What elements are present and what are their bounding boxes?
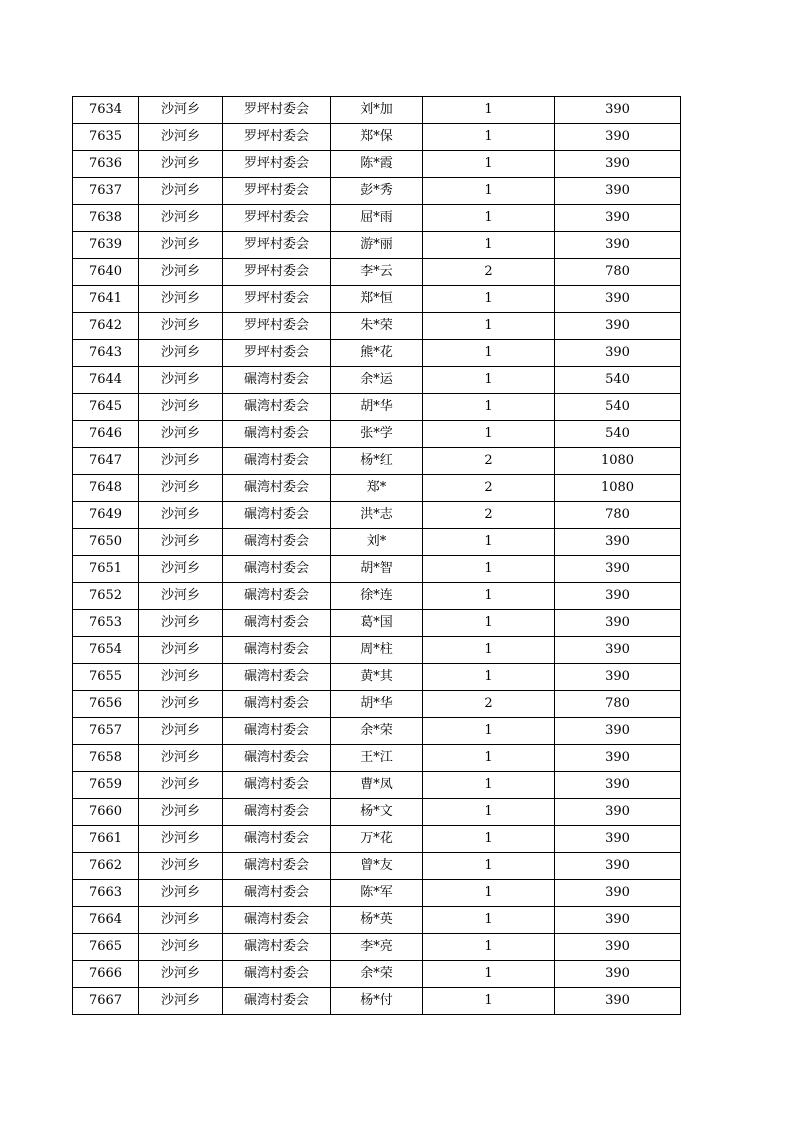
township-cell: 沙河乡 <box>139 97 223 124</box>
count-cell: 1 <box>423 232 555 259</box>
count-cell: 2 <box>423 259 555 286</box>
village-committee-cell: 碾湾村委会 <box>223 556 331 583</box>
table-row <box>73 529 681 556</box>
name-cell: 葛*国 <box>331 610 423 637</box>
amount-cell: 540 <box>555 421 681 448</box>
amount-cell: 390 <box>555 718 681 745</box>
row-number-cell: 7654 <box>73 637 139 664</box>
name-cell: 刘* <box>331 529 423 556</box>
village-committee-cell: 碾湾村委会 <box>223 529 331 556</box>
count-cell: 1 <box>423 583 555 610</box>
name-cell: 李*云 <box>331 259 423 286</box>
name-cell: 余*荣 <box>331 961 423 988</box>
township-cell: 沙河乡 <box>139 718 223 745</box>
amount-cell: 390 <box>555 880 681 907</box>
village-committee-cell: 罗坪村委会 <box>223 286 331 313</box>
amount-cell: 390 <box>555 583 681 610</box>
table-row <box>73 394 681 421</box>
name-cell: 徐*连 <box>331 583 423 610</box>
row-number-cell: 7659 <box>73 772 139 799</box>
count-cell: 1 <box>423 934 555 961</box>
count-cell: 1 <box>423 988 555 1015</box>
name-cell: 杨*付 <box>331 988 423 1015</box>
amount-cell: 390 <box>555 772 681 799</box>
name-cell: 郑*恒 <box>331 286 423 313</box>
row-number-cell: 7660 <box>73 799 139 826</box>
village-committee-cell: 碾湾村委会 <box>223 772 331 799</box>
village-committee-cell: 碾湾村委会 <box>223 583 331 610</box>
row-number-cell: 7650 <box>73 529 139 556</box>
amount-cell: 390 <box>555 232 681 259</box>
name-cell: 刘*加 <box>331 97 423 124</box>
township-cell: 沙河乡 <box>139 583 223 610</box>
amount-cell: 540 <box>555 367 681 394</box>
table-row <box>73 97 681 124</box>
name-cell: 游*丽 <box>331 232 423 259</box>
township-cell: 沙河乡 <box>139 772 223 799</box>
table-row <box>73 961 681 988</box>
amount-cell: 1080 <box>555 448 681 475</box>
amount-cell: 390 <box>555 178 681 205</box>
subsidy-table <box>72 96 681 1015</box>
name-cell: 熊*花 <box>331 340 423 367</box>
row-number-cell: 7647 <box>73 448 139 475</box>
count-cell: 1 <box>423 610 555 637</box>
count-cell: 1 <box>423 394 555 421</box>
name-cell: 余*荣 <box>331 718 423 745</box>
count-cell: 1 <box>423 907 555 934</box>
row-number-cell: 7658 <box>73 745 139 772</box>
row-number-cell: 7665 <box>73 934 139 961</box>
township-cell: 沙河乡 <box>139 853 223 880</box>
table-row <box>73 286 681 313</box>
table-row <box>73 664 681 691</box>
count-cell: 1 <box>423 205 555 232</box>
township-cell: 沙河乡 <box>139 826 223 853</box>
name-cell: 朱*荣 <box>331 313 423 340</box>
amount-cell: 390 <box>555 529 681 556</box>
name-cell: 陈*军 <box>331 880 423 907</box>
village-committee-cell: 碾湾村委会 <box>223 907 331 934</box>
table-row <box>73 718 681 745</box>
table-row <box>73 448 681 475</box>
row-number-cell: 7648 <box>73 475 139 502</box>
table-row <box>73 934 681 961</box>
row-number-cell: 7635 <box>73 124 139 151</box>
village-committee-cell: 碾湾村委会 <box>223 988 331 1015</box>
row-number-cell: 7661 <box>73 826 139 853</box>
township-cell: 沙河乡 <box>139 367 223 394</box>
village-committee-cell: 罗坪村委会 <box>223 151 331 178</box>
row-number-cell: 7653 <box>73 610 139 637</box>
township-cell: 沙河乡 <box>139 151 223 178</box>
table-row <box>73 151 681 178</box>
row-number-cell: 7645 <box>73 394 139 421</box>
table-row <box>73 583 681 610</box>
township-cell: 沙河乡 <box>139 664 223 691</box>
village-committee-cell: 碾湾村委会 <box>223 934 331 961</box>
count-cell: 2 <box>423 448 555 475</box>
village-committee-cell: 碾湾村委会 <box>223 502 331 529</box>
village-committee-cell: 碾湾村委会 <box>223 475 331 502</box>
table-row <box>73 772 681 799</box>
table-row <box>73 880 681 907</box>
table-row <box>73 745 681 772</box>
count-cell: 1 <box>423 340 555 367</box>
name-cell: 彭*秀 <box>331 178 423 205</box>
count-cell: 1 <box>423 421 555 448</box>
amount-cell: 540 <box>555 394 681 421</box>
township-cell: 沙河乡 <box>139 448 223 475</box>
row-number-cell: 7663 <box>73 880 139 907</box>
amount-cell: 390 <box>555 664 681 691</box>
name-cell: 万*花 <box>331 826 423 853</box>
township-cell: 沙河乡 <box>139 961 223 988</box>
township-cell: 沙河乡 <box>139 637 223 664</box>
table-row <box>73 853 681 880</box>
count-cell: 1 <box>423 97 555 124</box>
village-committee-cell: 碾湾村委会 <box>223 421 331 448</box>
count-cell: 1 <box>423 178 555 205</box>
table-row <box>73 637 681 664</box>
amount-cell: 390 <box>555 556 681 583</box>
count-cell: 1 <box>423 637 555 664</box>
row-number-cell: 7640 <box>73 259 139 286</box>
amount-cell: 390 <box>555 286 681 313</box>
name-cell: 张*学 <box>331 421 423 448</box>
row-number-cell: 7634 <box>73 97 139 124</box>
village-committee-cell: 罗坪村委会 <box>223 232 331 259</box>
village-committee-cell: 罗坪村委会 <box>223 178 331 205</box>
table-row <box>73 205 681 232</box>
row-number-cell: 7644 <box>73 367 139 394</box>
count-cell: 1 <box>423 826 555 853</box>
name-cell: 杨*文 <box>331 799 423 826</box>
table-row <box>73 691 681 718</box>
name-cell: 胡*华 <box>331 691 423 718</box>
count-cell: 1 <box>423 529 555 556</box>
amount-cell: 390 <box>555 853 681 880</box>
township-cell: 沙河乡 <box>139 286 223 313</box>
township-cell: 沙河乡 <box>139 529 223 556</box>
row-number-cell: 7639 <box>73 232 139 259</box>
name-cell: 周*柱 <box>331 637 423 664</box>
amount-cell: 780 <box>555 691 681 718</box>
table-row <box>73 907 681 934</box>
township-cell: 沙河乡 <box>139 934 223 961</box>
table-row <box>73 988 681 1015</box>
name-cell: 黄*其 <box>331 664 423 691</box>
village-committee-cell: 罗坪村委会 <box>223 124 331 151</box>
name-cell: 王*江 <box>331 745 423 772</box>
township-cell: 沙河乡 <box>139 421 223 448</box>
amount-cell: 390 <box>555 610 681 637</box>
row-number-cell: 7667 <box>73 988 139 1015</box>
name-cell: 曾*友 <box>331 853 423 880</box>
count-cell: 1 <box>423 286 555 313</box>
village-committee-cell: 罗坪村委会 <box>223 97 331 124</box>
row-number-cell: 7638 <box>73 205 139 232</box>
table-row <box>73 610 681 637</box>
count-cell: 1 <box>423 124 555 151</box>
village-committee-cell: 碾湾村委会 <box>223 799 331 826</box>
row-number-cell: 7666 <box>73 961 139 988</box>
row-number-cell: 7636 <box>73 151 139 178</box>
amount-cell: 390 <box>555 340 681 367</box>
amount-cell: 1080 <box>555 475 681 502</box>
count-cell: 2 <box>423 691 555 718</box>
row-number-cell: 7656 <box>73 691 139 718</box>
amount-cell: 390 <box>555 907 681 934</box>
township-cell: 沙河乡 <box>139 907 223 934</box>
village-committee-cell: 罗坪村委会 <box>223 259 331 286</box>
row-number-cell: 7637 <box>73 178 139 205</box>
table-row <box>73 421 681 448</box>
village-committee-cell: 碾湾村委会 <box>223 610 331 637</box>
amount-cell: 390 <box>555 97 681 124</box>
township-cell: 沙河乡 <box>139 610 223 637</box>
count-cell: 1 <box>423 556 555 583</box>
count-cell: 1 <box>423 799 555 826</box>
count-cell: 1 <box>423 367 555 394</box>
village-committee-cell: 罗坪村委会 <box>223 313 331 340</box>
row-number-cell: 7657 <box>73 718 139 745</box>
amount-cell: 390 <box>555 961 681 988</box>
row-number-cell: 7662 <box>73 853 139 880</box>
township-cell: 沙河乡 <box>139 340 223 367</box>
count-cell: 1 <box>423 853 555 880</box>
amount-cell: 390 <box>555 988 681 1015</box>
count-cell: 2 <box>423 502 555 529</box>
name-cell: 胡*智 <box>331 556 423 583</box>
amount-cell: 390 <box>555 637 681 664</box>
township-cell: 沙河乡 <box>139 799 223 826</box>
amount-cell: 390 <box>555 826 681 853</box>
amount-cell: 780 <box>555 259 681 286</box>
amount-cell: 390 <box>555 205 681 232</box>
village-committee-cell: 碾湾村委会 <box>223 718 331 745</box>
township-cell: 沙河乡 <box>139 880 223 907</box>
township-cell: 沙河乡 <box>139 313 223 340</box>
village-committee-cell: 罗坪村委会 <box>223 205 331 232</box>
village-committee-cell: 碾湾村委会 <box>223 394 331 421</box>
village-committee-cell: 碾湾村委会 <box>223 664 331 691</box>
count-cell: 1 <box>423 151 555 178</box>
table-body <box>73 97 681 1015</box>
table-row <box>73 475 681 502</box>
table-row <box>73 367 681 394</box>
row-number-cell: 7641 <box>73 286 139 313</box>
count-cell: 1 <box>423 313 555 340</box>
village-committee-cell: 碾湾村委会 <box>223 367 331 394</box>
name-cell: 李*亮 <box>331 934 423 961</box>
count-cell: 1 <box>423 772 555 799</box>
row-number-cell: 7651 <box>73 556 139 583</box>
count-cell: 1 <box>423 664 555 691</box>
village-committee-cell: 碾湾村委会 <box>223 880 331 907</box>
row-number-cell: 7643 <box>73 340 139 367</box>
table-row <box>73 340 681 367</box>
township-cell: 沙河乡 <box>139 259 223 286</box>
township-cell: 沙河乡 <box>139 988 223 1015</box>
village-committee-cell: 碾湾村委会 <box>223 826 331 853</box>
village-committee-cell: 碾湾村委会 <box>223 448 331 475</box>
row-number-cell: 7652 <box>73 583 139 610</box>
table-row <box>73 259 681 286</box>
name-cell: 曹*凤 <box>331 772 423 799</box>
village-committee-cell: 碾湾村委会 <box>223 745 331 772</box>
township-cell: 沙河乡 <box>139 502 223 529</box>
township-cell: 沙河乡 <box>139 232 223 259</box>
name-cell: 郑*保 <box>331 124 423 151</box>
table-row <box>73 124 681 151</box>
township-cell: 沙河乡 <box>139 475 223 502</box>
row-number-cell: 7642 <box>73 313 139 340</box>
row-number-cell: 7664 <box>73 907 139 934</box>
name-cell: 胡*华 <box>331 394 423 421</box>
township-cell: 沙河乡 <box>139 745 223 772</box>
village-committee-cell: 罗坪村委会 <box>223 340 331 367</box>
township-cell: 沙河乡 <box>139 556 223 583</box>
name-cell: 杨*红 <box>331 448 423 475</box>
name-cell: 陈*霞 <box>331 151 423 178</box>
table-row <box>73 556 681 583</box>
village-committee-cell: 碾湾村委会 <box>223 961 331 988</box>
name-cell: 余*运 <box>331 367 423 394</box>
village-committee-cell: 碾湾村委会 <box>223 853 331 880</box>
table-row <box>73 799 681 826</box>
count-cell: 2 <box>423 475 555 502</box>
table-row <box>73 232 681 259</box>
amount-cell: 780 <box>555 502 681 529</box>
row-number-cell: 7646 <box>73 421 139 448</box>
row-number-cell: 7649 <box>73 502 139 529</box>
amount-cell: 390 <box>555 934 681 961</box>
township-cell: 沙河乡 <box>139 124 223 151</box>
township-cell: 沙河乡 <box>139 691 223 718</box>
amount-cell: 390 <box>555 124 681 151</box>
township-cell: 沙河乡 <box>139 178 223 205</box>
row-number-cell: 7655 <box>73 664 139 691</box>
name-cell: 洪*志 <box>331 502 423 529</box>
count-cell: 1 <box>423 718 555 745</box>
township-cell: 沙河乡 <box>139 394 223 421</box>
name-cell: 杨*英 <box>331 907 423 934</box>
count-cell: 1 <box>423 961 555 988</box>
township-cell: 沙河乡 <box>139 205 223 232</box>
village-committee-cell: 碾湾村委会 <box>223 637 331 664</box>
amount-cell: 390 <box>555 799 681 826</box>
table-row <box>73 313 681 340</box>
table-row <box>73 502 681 529</box>
amount-cell: 390 <box>555 151 681 178</box>
village-committee-cell: 碾湾村委会 <box>223 691 331 718</box>
name-cell: 屈*雨 <box>331 205 423 232</box>
count-cell: 1 <box>423 745 555 772</box>
amount-cell: 390 <box>555 745 681 772</box>
name-cell: 郑* <box>331 475 423 502</box>
count-cell: 1 <box>423 880 555 907</box>
amount-cell: 390 <box>555 313 681 340</box>
table-row <box>73 826 681 853</box>
table-row <box>73 178 681 205</box>
